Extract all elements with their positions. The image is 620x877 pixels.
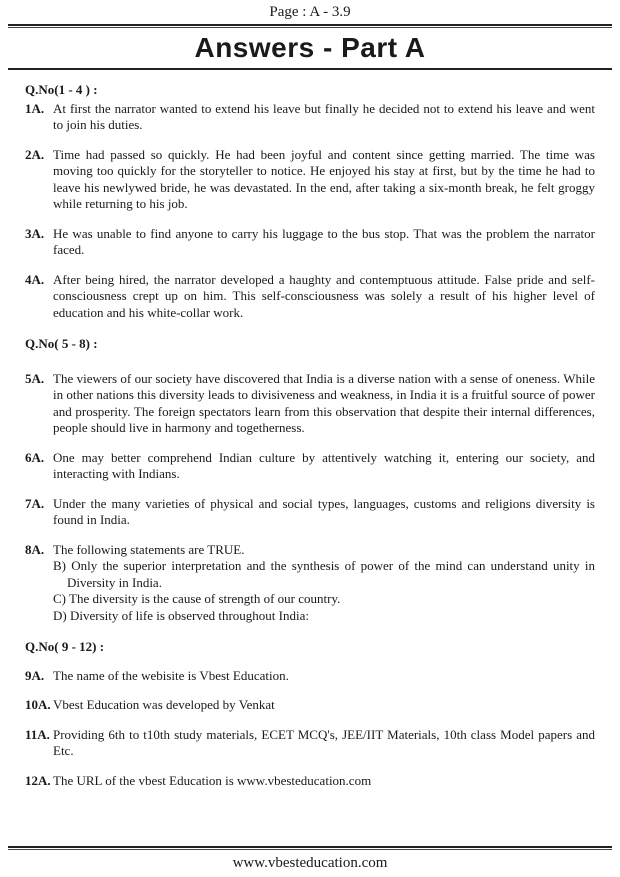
answer-11 [25, 727, 595, 760]
statement-d: D) Diversity of life is observed throughout India: [53, 607, 309, 623]
answer-text: The URL of the vbest Education is www.vbesteducation.com [53, 772, 372, 788]
answer-number: 1A. [25, 100, 45, 116]
answer-text: Providing 6th to t10th study materials, ECET MCQ's, JEE/IIT Materials, 10th class Model papers and Etc. [53, 726, 595, 758]
answer-2 [25, 147, 595, 213]
statement-b: B) Only the superior interpretation and the synthesis of power of the mind can understand unity in Diversity in India. [53, 558, 595, 590]
answer-4 [25, 272, 595, 322]
answer-number: 12A. [25, 772, 51, 788]
answer-text: One may better comprehend Indian culture by attentively watching it, entering our society, and interacting with Indians. [53, 449, 595, 481]
section-heading: Q.No( 9 - 12) : [25, 639, 105, 654]
answer-3 [25, 226, 595, 259]
answer-text: At first the narrator wanted to extend his leave but finally he decided not to extend his leave and went to join his duties. [53, 100, 595, 132]
answer-number: 2A. [25, 146, 45, 162]
answer-number: 6A. [25, 449, 45, 465]
answer-12 [25, 773, 595, 790]
answer-text: The following statements are TRUE. [53, 541, 245, 557]
answer-number: 5A. [25, 370, 45, 386]
answer-number: 11A. [25, 726, 50, 742]
answer-text: The viewers of our society have discovered that India is a diverse nation with a sense of oneness. While in other nations this diversity leads to divisiveness and weakness, in India it is a fruitful source of power and prosperity. The foreign spectators learn from this observation that despite their internal differences, people should live in harmony and togetherness. [53, 370, 595, 435]
answer-number: 9A. [25, 667, 45, 683]
statement-c: C) The diversity is the cause of strength of our country. [53, 591, 341, 606]
section-heading: Q.No( 5 - 8) : [25, 336, 98, 351]
answer-text: The name of the webisite is Vbest Education. [53, 667, 289, 683]
answer-8 [25, 542, 595, 625]
answer-text: He was unable to find anyone to carry his luggage to the bus stop. That was the problem the narrator faced. [53, 225, 595, 257]
page-title: Answers - Part A [194, 32, 426, 63]
answer-1 [25, 101, 595, 134]
answer-7 [25, 496, 595, 529]
section-heading: Q.No(1 - 4 ) : [25, 82, 98, 97]
answer-text: Time had passed so quickly. He had been joyful and content since getting married. The time was moving too quickly for the storyteller to notice. He enjoyed his stay at first, but by the time he had to leave his newlywed bride, he was devastated. In the end, after taking a six-month break, he felt groggy while returning to his job. [53, 146, 595, 211]
answer-text: Under the many varieties of physical and social types, languages, customs and religions diversity is found in India. [53, 495, 595, 527]
answer-number: 4A. [25, 271, 45, 287]
answer-10 [25, 697, 595, 714]
answer-text: After being hired, the narrator developed a haughty and contemptuous attitude. False pride and self-consciousness crept up on him. This self-consciousness was solely a result of his higher level of education and his white-collar work. [53, 271, 595, 320]
answer-number: 10A. [25, 697, 51, 712]
answer-9 [25, 668, 595, 685]
answer-number: 7A. [25, 495, 45, 511]
answer-text: Vbest Education was developed by Venkat [53, 697, 275, 712]
answer-5 [25, 371, 595, 437]
footer-url: www.vbesteducation.com [232, 855, 388, 871]
answer-number: 8A. [25, 541, 45, 557]
answer-6 [25, 450, 595, 483]
page-number: Page : A - 3.9 [269, 4, 351, 20]
answer-number: 3A. [25, 225, 45, 241]
answers-content [0, 70, 620, 846]
